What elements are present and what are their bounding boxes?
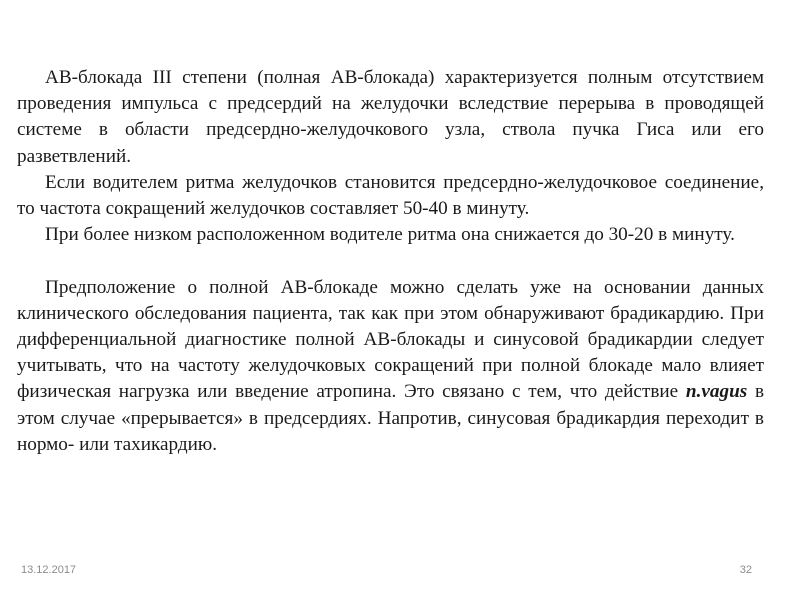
footer-page-number: 32 <box>739 564 752 576</box>
paragraph-spacer <box>17 248 764 274</box>
paragraph-lower-pacemaker: При более низком расположенном водителе ритма она снижается до 30-20 в минуту. <box>45 224 735 246</box>
footer-date: 13.12.2017 <box>21 564 77 576</box>
slide-body-text <box>17 65 764 458</box>
paragraph-complete-av-block: АВ-блокада III степени (полная АВ-блокада) характеризуется полным отсутствием проведения импульса с предсердий на желудочки вследствие перерыва в проводящей системе в области предсердно-желудочкового узла, ствола пучка Гиса или его разветвлений. <box>17 67 764 167</box>
vagus-term: n.vagus <box>685 381 748 403</box>
paragraph-diagnosis <box>17 275 764 458</box>
paragraph-av-junction-rhythm: Если водителем ритма желудочков становится предсердно-желудочковое соединение, то частота сокращений желудочков составляет 50-40 в минуту. <box>17 171 764 220</box>
paragraph-diagnosis-part2: в этом случае «прерывается» в предсердиях. Напротив, синусовая брадикардия переходит в нормо- или тахикардию. <box>17 381 764 455</box>
paragraph-diagnosis-part1: Предположение о полной АВ-блокаде можно сделать уже на основании данных клинического обследования пациента, так как при этом обнаруживают брадикардию. При дифференциальной диагностике полной АВ-блокады и синусовой брадикардии следует учитывать, что на частоту желудочковых сокращений при полной блокаде мало влияет физическая нагрузка или введение атропина. Это связано с тем, что действие <box>17 276 764 403</box>
